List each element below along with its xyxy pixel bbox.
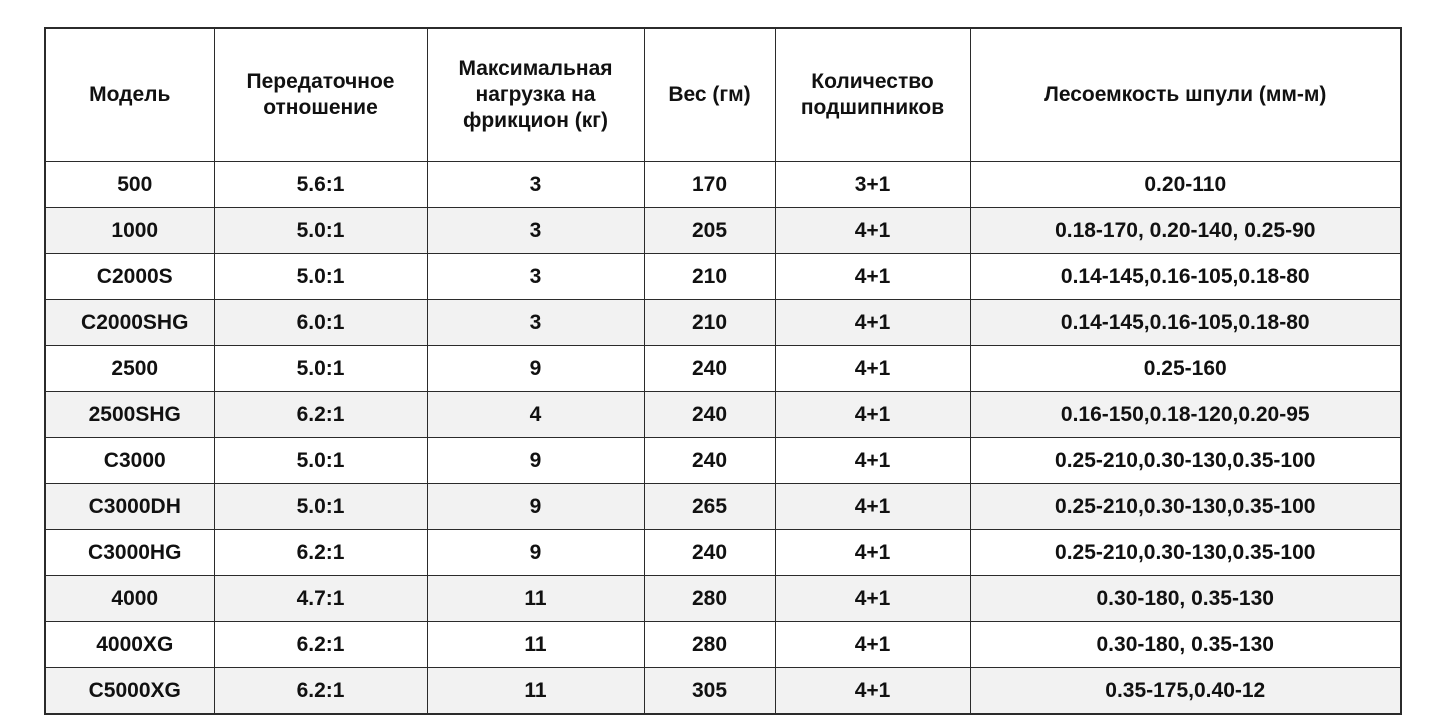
cell-bearings: 4+1 [775, 208, 970, 254]
cell-line-capacity: 0.16-150,0.18-120,0.20-95 [970, 392, 1401, 438]
cell-gear-ratio: 6.2:1 [214, 622, 427, 668]
cell-line-capacity: 0.25-210,0.30-130,0.35-100 [970, 484, 1401, 530]
cell-weight: 170 [644, 162, 775, 208]
cell-line-capacity: 0.30-180, 0.35-130 [970, 622, 1401, 668]
cell-weight: 240 [644, 438, 775, 484]
cell-max-drag: 9 [427, 438, 644, 484]
cell-gear-ratio: 6.2:1 [214, 530, 427, 576]
cell-model: 500 [45, 162, 214, 208]
column-header-model: Модель [45, 28, 214, 162]
cell-model: 4000XG [45, 622, 214, 668]
cell-weight: 280 [644, 576, 775, 622]
cell-weight: 240 [644, 346, 775, 392]
column-header-gear-ratio: Передаточное отношение [214, 28, 427, 162]
cell-model: 1000 [45, 208, 214, 254]
cell-bearings: 4+1 [775, 576, 970, 622]
reel-specification-table [44, 27, 1402, 715]
table-row [45, 668, 1401, 715]
cell-gear-ratio: 5.0:1 [214, 346, 427, 392]
table-header [45, 28, 1401, 162]
column-header-max-drag: Максимальная нагрузка на фрикцион (кг) [427, 28, 644, 162]
cell-gear-ratio: 6.2:1 [214, 668, 427, 715]
cell-line-capacity: 0.18-170, 0.20-140, 0.25-90 [970, 208, 1401, 254]
table-row [45, 622, 1401, 668]
table-header-row [45, 28, 1401, 162]
cell-gear-ratio: 5.0:1 [214, 484, 427, 530]
table-row [45, 576, 1401, 622]
cell-max-drag: 4 [427, 392, 644, 438]
cell-weight: 305 [644, 668, 775, 715]
cell-max-drag: 11 [427, 668, 644, 715]
cell-line-capacity: 0.25-160 [970, 346, 1401, 392]
cell-max-drag: 9 [427, 346, 644, 392]
cell-gear-ratio: 5.0:1 [214, 254, 427, 300]
cell-model: C3000HG [45, 530, 214, 576]
table-row [45, 300, 1401, 346]
cell-weight: 210 [644, 300, 775, 346]
cell-bearings: 4+1 [775, 254, 970, 300]
cell-bearings: 4+1 [775, 622, 970, 668]
cell-model: 4000 [45, 576, 214, 622]
table-row [45, 530, 1401, 576]
cell-model: C2000S [45, 254, 214, 300]
cell-model: C5000XG [45, 668, 214, 715]
cell-max-drag: 3 [427, 162, 644, 208]
table-row [45, 438, 1401, 484]
cell-bearings: 4+1 [775, 438, 970, 484]
cell-bearings: 4+1 [775, 392, 970, 438]
cell-weight: 240 [644, 530, 775, 576]
cell-gear-ratio: 5.6:1 [214, 162, 427, 208]
cell-line-capacity: 0.35-175,0.40-12 [970, 668, 1401, 715]
table-row [45, 346, 1401, 392]
cell-gear-ratio: 6.2:1 [214, 392, 427, 438]
cell-weight: 240 [644, 392, 775, 438]
spec-table-container [44, 27, 1400, 715]
cell-max-drag: 3 [427, 208, 644, 254]
cell-gear-ratio: 5.0:1 [214, 438, 427, 484]
table-row [45, 392, 1401, 438]
cell-line-capacity: 0.30-180, 0.35-130 [970, 576, 1401, 622]
cell-weight: 280 [644, 622, 775, 668]
cell-model: C3000 [45, 438, 214, 484]
cell-max-drag: 9 [427, 530, 644, 576]
cell-line-capacity: 0.14-145,0.16-105,0.18-80 [970, 300, 1401, 346]
column-header-bearings: Количество подшипников [775, 28, 970, 162]
cell-max-drag: 3 [427, 300, 644, 346]
table-row [45, 254, 1401, 300]
cell-model: 2500SHG [45, 392, 214, 438]
cell-line-capacity: 0.25-210,0.30-130,0.35-100 [970, 530, 1401, 576]
table-row [45, 208, 1401, 254]
cell-max-drag: 9 [427, 484, 644, 530]
cell-gear-ratio: 6.0:1 [214, 300, 427, 346]
cell-gear-ratio: 4.7:1 [214, 576, 427, 622]
cell-max-drag: 11 [427, 622, 644, 668]
cell-bearings: 3+1 [775, 162, 970, 208]
cell-bearings: 4+1 [775, 346, 970, 392]
cell-bearings: 4+1 [775, 300, 970, 346]
cell-model: C3000DH [45, 484, 214, 530]
cell-model: C2000SHG [45, 300, 214, 346]
table-row [45, 162, 1401, 208]
cell-gear-ratio: 5.0:1 [214, 208, 427, 254]
cell-max-drag: 11 [427, 576, 644, 622]
cell-weight: 210 [644, 254, 775, 300]
column-header-line-capacity: Лесоемкость шпули (мм-м) [970, 28, 1401, 162]
table-body [45, 162, 1401, 715]
cell-weight: 205 [644, 208, 775, 254]
cell-line-capacity: 0.20-110 [970, 162, 1401, 208]
cell-max-drag: 3 [427, 254, 644, 300]
cell-line-capacity: 0.14-145,0.16-105,0.18-80 [970, 254, 1401, 300]
cell-weight: 265 [644, 484, 775, 530]
cell-model: 2500 [45, 346, 214, 392]
column-header-weight: Вес (гм) [644, 28, 775, 162]
table-row [45, 484, 1401, 530]
cell-bearings: 4+1 [775, 484, 970, 530]
cell-bearings: 4+1 [775, 530, 970, 576]
cell-line-capacity: 0.25-210,0.30-130,0.35-100 [970, 438, 1401, 484]
cell-bearings: 4+1 [775, 668, 970, 715]
